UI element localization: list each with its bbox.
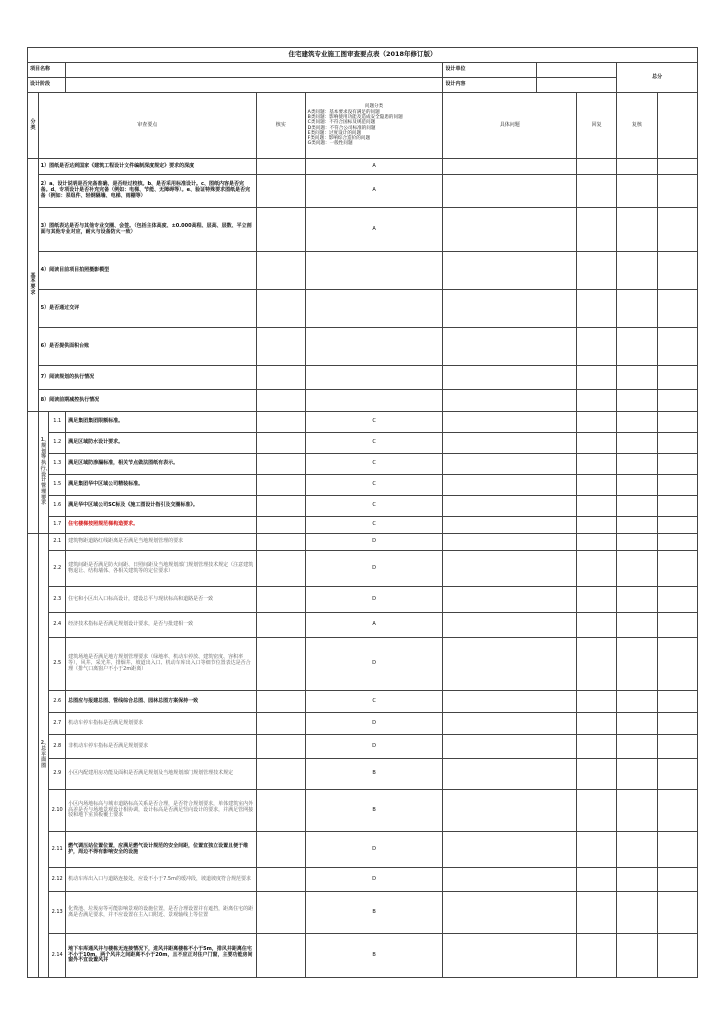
specific-issue-cell[interactable] [443,454,577,475]
level-cell: B [305,759,443,790]
check-cell[interactable] [256,328,305,366]
specific-issue-cell[interactable] [443,412,577,433]
reply-cell[interactable] [576,790,616,832]
specific-issue-cell[interactable] [443,934,577,978]
check-cell[interactable] [256,587,305,613]
check-cell[interactable] [256,475,305,496]
table-row [28,587,698,613]
review-point-text: 满足华中区域公司SC标及《施工图设计指引及交圈标准》。 [66,496,257,517]
check-cell[interactable] [256,534,305,551]
review-cell[interactable] [617,868,657,892]
item-number: 2.13 [49,892,66,934]
review-cell[interactable] [617,832,657,868]
table-row [28,433,698,454]
level-cell: C [305,433,443,454]
section-general: 2、总平面图 [38,534,49,978]
check-cell[interactable] [256,290,305,328]
reply-cell[interactable] [576,832,616,868]
reply-cell[interactable] [576,366,616,390]
review-cell[interactable] [617,328,657,366]
review-point-text: 化粪池、垃圾房等可能影响景观的设施位置，是否合理设置并有遮挡，距离住宅的距离是否满足要求，并不应设置在主入口附近、景观轴线上等位置 [66,892,257,934]
table-row [28,691,698,713]
check-cell[interactable] [256,713,305,735]
specific-issue-cell[interactable] [443,366,577,390]
check-cell[interactable] [256,551,305,587]
specific-issue-cell[interactable] [443,252,577,290]
sheet-title: 住宅建筑专业施工图审查要点表（2018年修订版） [28,48,698,63]
reply-cell[interactable] [576,551,616,587]
table-row [28,832,698,868]
item-number: 1.7 [49,517,66,534]
review-point-text: 8）阅读前期减控执行情况 [38,390,256,412]
column-specific-issue: 具体问题 [443,93,577,159]
reply-cell[interactable] [576,208,616,252]
review-point-text: 7）阅读规划的执行情况 [38,366,256,390]
level-cell: D [305,713,443,735]
review-cell[interactable] [617,587,657,613]
level-cell [305,366,443,390]
review-cell[interactable] [617,454,657,475]
level-cell: C [305,454,443,475]
item-number: 1.3 [49,454,66,475]
specific-issue-cell[interactable] [443,159,577,175]
reply-cell[interactable] [576,290,616,328]
review-cell[interactable] [617,412,657,433]
design-content-value[interactable] [536,78,617,93]
project-name-label: 项目名称 [28,63,66,78]
review-table [27,47,698,978]
reply-cell[interactable] [576,759,616,790]
level-cell: A [305,175,443,208]
check-cell[interactable] [256,790,305,832]
item-number: 2.3 [49,587,66,613]
review-cell[interactable] [617,534,657,551]
table-row [28,934,698,978]
specific-issue-cell[interactable] [443,496,577,517]
item-number: 2.8 [49,735,66,759]
review-point-text: 1）图纸是否达到国家《建筑工程设计文件编制深度规定》要求的深度 [38,159,256,175]
reply-cell[interactable] [576,638,616,691]
check-cell[interactable] [256,252,305,290]
specific-issue-cell[interactable] [443,638,577,691]
review-point-text: 建筑物距道路红线距离是否满足当地规划管理的要求 [66,534,257,551]
level-cell [305,290,443,328]
review-point-text: 机动车库出入口与道路连接处，应设不小于7.5m的缓冲段，坡道坡度符合规范要求 [66,868,257,892]
table-row [28,390,698,412]
level-cell: D [305,638,443,691]
table-row [28,290,698,328]
reply-cell[interactable] [576,534,616,551]
specific-issue-cell[interactable] [443,759,577,790]
table-row [28,454,698,475]
column-category: 分类 [28,93,39,159]
table-row [28,534,698,551]
review-cell[interactable] [617,290,657,328]
review-cell[interactable] [617,691,657,713]
specific-issue-cell[interactable] [443,475,577,496]
review-point-text: 2）a、设计说明是否完备准确、是否经过校核。b、是否采用标准设计。c、图纸内容是否完备。d、专项设计是否补充完备（例如：电梯、节能、无障碍等）。e、验证特殊要求图纸是否完备（例如：泵组件、轻钢隔墙、电梯、雨棚等） [38,175,256,208]
check-cell[interactable] [256,517,305,534]
table-row [28,496,698,517]
table-row [28,366,698,390]
total-score-label: 总分 [617,63,698,93]
reply-cell[interactable] [576,454,616,475]
item-number: 1.6 [49,496,66,517]
level-cell [305,328,443,366]
specific-issue-cell[interactable] [443,328,577,366]
review-cell[interactable] [617,790,657,832]
specific-issue-cell[interactable] [443,208,577,252]
check-cell[interactable] [256,638,305,691]
reply-cell[interactable] [576,587,616,613]
level-legend-lines: A类问题：基本要求没有满足的问题 B类问题：影响使用功能及造成安全隐患的问题 C类问题：不符合国标及规范问题 D类问题：不符合公司标准的问题 E类问题：过度设计的问题 F类问题：影响综合造价的问题 G类问题：一般性问题 [307,109,403,147]
review-point-text: 满足区域防渗漏标准，相关节点做法图纸有表示。 [66,454,257,475]
specific-issue-cell[interactable] [443,517,577,534]
review-cell[interactable] [617,759,657,790]
specific-issue-cell[interactable] [443,433,577,454]
item-number: 1.1 [49,412,66,433]
review-point-text: 住宅和小区出入口标高设计，建设总平与现状标高和道路是否一致 [66,587,257,613]
check-cell[interactable] [256,366,305,390]
review-cell[interactable] [617,517,657,534]
review-point-text: 小区内场地标高与城市道路标高关系是否合理，是否符合规划要求，单体建筑室内外高差是否与场地景观设计相协调，设计标高是否满足竖向设计的要求，并满足管网接驳和地下室顶板覆土要求 [66,790,257,832]
specific-issue-cell[interactable] [443,587,577,613]
review-cell[interactable] [617,390,657,412]
specific-issue-cell[interactable] [443,175,577,208]
design-unit-value[interactable] [536,63,617,78]
table-row [28,892,698,934]
level-cell: D [305,735,443,759]
review-point-text: 总图应与报建总图、管线综合总图、园林总图方案保持一致 [66,691,257,713]
design-stage-value[interactable] [66,78,443,93]
table-row [28,613,698,638]
review-point-text: 4）阅读目前项目拍照摄影模型 [38,252,256,290]
table-row [28,412,698,433]
review-point-text: 地下车库通风井与楼栋无连接情况下，进风井距离楼栋不小于5m，排风井距离住宅不小于10m，两个风井之间距离不小于20m，且不应正对住户门窗，主要功能房间窗外不宜设置风井 [66,934,257,978]
specific-issue-cell[interactable] [443,892,577,934]
table-row [28,790,698,832]
reply-cell[interactable] [576,252,616,290]
table-row [28,175,698,208]
level-cell: A [305,159,443,175]
item-number: 2.7 [49,713,66,735]
review-cell[interactable] [617,713,657,735]
specific-issue-cell[interactable] [443,868,577,892]
reply-cell[interactable] [576,328,616,366]
review-point-text: 满足集团华中区域公司精装标准。 [66,475,257,496]
reply-cell[interactable] [576,433,616,454]
reply-cell[interactable] [576,517,616,534]
level-cell: C [305,517,443,534]
item-number: 2.14 [49,934,66,978]
item-number: 2.1 [49,534,66,551]
review-cell[interactable] [617,433,657,454]
item-number: 2.2 [49,551,66,587]
project-name-value[interactable] [66,63,443,78]
table-row [28,759,698,790]
check-cell[interactable] [256,159,305,175]
specific-issue-cell[interactable] [443,832,577,868]
specific-issue-cell[interactable] [443,790,577,832]
item-number: 1.5 [49,475,66,496]
item-number: 2.10 [49,790,66,832]
reply-cell[interactable] [576,475,616,496]
review-cell[interactable] [617,175,657,208]
level-cell: D [305,832,443,868]
level-cell: D [305,551,443,587]
design-unit-label: 设计单位 [443,63,536,78]
table-row [28,252,698,290]
table-row [28,208,698,252]
review-point-text: 6）是否提供面积台账 [38,328,256,366]
review-point-text: 3）图纸表达是否与其他专业交圈、会签。（包括主体高度、±0.000高程、层高、层数、平立剖面与其他专业对应，耐火与设备防火一致） [38,208,256,252]
item-number: 2.9 [49,759,66,790]
check-cell[interactable] [256,735,305,759]
check-cell[interactable] [256,892,305,934]
item-number: 2.11 [49,832,66,868]
level-cell: A [305,613,443,638]
item-number: 2.12 [49,868,66,892]
review-point-text: 建筑场地是否满足地方规划管理要求（绿地率、机动车停放、建筑密度、容积率等），风井、采光井、排烟井、坡道出入口、机动车库出入口等细节位置表达是否合理（排气口离窗户不小于2m距离） [66,638,257,691]
reply-cell[interactable] [576,934,616,978]
item-number: 2.4 [49,613,66,638]
review-cell[interactable] [617,208,657,252]
reply-cell[interactable] [576,613,616,638]
review-point-text: 小区内配建用房功能及面积是否满足规划及当地规划部门规划管理技术规定 [66,759,257,790]
table-row [28,475,698,496]
specific-issue-cell[interactable] [443,713,577,735]
review-point-text: 非机动车停车指标是否满足规划要求 [66,735,257,759]
review-point-text: 5）是否通过交评 [38,290,256,328]
reply-cell[interactable] [576,390,616,412]
check-cell[interactable] [256,613,305,638]
specific-issue-cell[interactable] [443,534,577,551]
check-cell[interactable] [256,759,305,790]
table-row [28,638,698,691]
reply-cell[interactable] [576,713,616,735]
design-stage-label: 设计阶段 [28,78,66,93]
reply-cell[interactable] [576,892,616,934]
item-number: 1.2 [49,433,66,454]
review-point-text: 满足区域防水设计要求。 [66,433,257,454]
reply-cell[interactable] [576,735,616,759]
reply-cell[interactable] [576,159,616,175]
review-cell[interactable] [617,735,657,759]
column-reply: 回复 [576,93,616,159]
reply-cell[interactable] [576,175,616,208]
review-cell[interactable] [617,366,657,390]
specific-issue-cell[interactable] [443,390,577,412]
review-cell[interactable] [617,892,657,934]
column-review-points: 审查要点 [38,93,256,159]
specific-issue-cell[interactable] [443,551,577,587]
specific-issue-cell[interactable] [443,735,577,759]
level-cell: D [305,587,443,613]
column-review: 复核 [617,93,657,159]
check-cell[interactable] [256,496,305,517]
review-cell[interactable] [617,252,657,290]
level-cell [305,252,443,290]
check-cell[interactable] [256,175,305,208]
specific-issue-cell[interactable] [443,290,577,328]
level-cell: B [305,790,443,832]
review-cell[interactable] [617,613,657,638]
review-cell[interactable] [617,475,657,496]
review-cell[interactable] [617,638,657,691]
level-cell: C [305,496,443,517]
check-cell[interactable] [256,390,305,412]
check-cell[interactable] [256,208,305,252]
level-cell: D [305,534,443,551]
review-cell[interactable] [617,934,657,978]
check-cell[interactable] [256,832,305,868]
level-cell: C [305,691,443,713]
table-row [28,159,698,175]
level-legend-title: 问题分类 [364,104,384,110]
review-point-text: 机动车停车指标是否满足规划要求 [66,713,257,735]
check-cell[interactable] [256,454,305,475]
review-cell[interactable] [617,496,657,517]
review-cell[interactable] [617,159,657,175]
level-cell: C [305,412,443,433]
reply-cell[interactable] [576,412,616,433]
design-content-label: 设计内容 [443,78,536,93]
reply-cell[interactable] [576,496,616,517]
review-cell[interactable] [617,551,657,587]
review-point-text: 建筑间距是否满足防火间距、日照间距及当地规划部门规划管理技术规定（注意建筑物退让、结构墙体、各相关建筑等的定位要求） [66,551,257,587]
section-basic: 基本要求 [28,159,39,412]
table-row [28,328,698,366]
review-point-text: 满足集团集团限额标准。 [66,412,257,433]
level-cell: C [305,475,443,496]
reply-cell[interactable] [576,691,616,713]
level-cell [305,390,443,412]
section-scheme: 1、规划等执行、设计管理要求 [38,412,49,534]
check-cell[interactable] [256,868,305,892]
check-cell[interactable] [256,433,305,454]
review-point-text: 住宅楼梯按照规范梯构造要求。 [66,517,257,534]
table-row [28,551,698,587]
table-row [28,517,698,534]
level-cell: B [305,892,443,934]
column-level-legend [305,93,443,159]
specific-issue-cell[interactable] [443,613,577,638]
check-cell[interactable] [256,691,305,713]
table-row [28,868,698,892]
item-number: 2.5 [49,638,66,691]
level-cell: B [305,934,443,978]
review-point-text: 经济技术指标是否满足规划设计要求，是否与批建相一致 [66,613,257,638]
level-cell: A [305,208,443,252]
check-cell[interactable] [256,412,305,433]
reply-cell[interactable] [576,868,616,892]
check-cell[interactable] [256,934,305,978]
table-row [28,713,698,735]
level-cell: D [305,868,443,892]
table-row [28,735,698,759]
review-point-text: 燃气调压站位置位置，应满足燃气设计规范的安全间距，位置宜独立设置且便于维护，周边不得有影响安全的设施 [66,832,257,868]
item-number: 2.6 [49,691,66,713]
specific-issue-cell[interactable] [443,691,577,713]
column-check: 核实 [256,93,305,159]
